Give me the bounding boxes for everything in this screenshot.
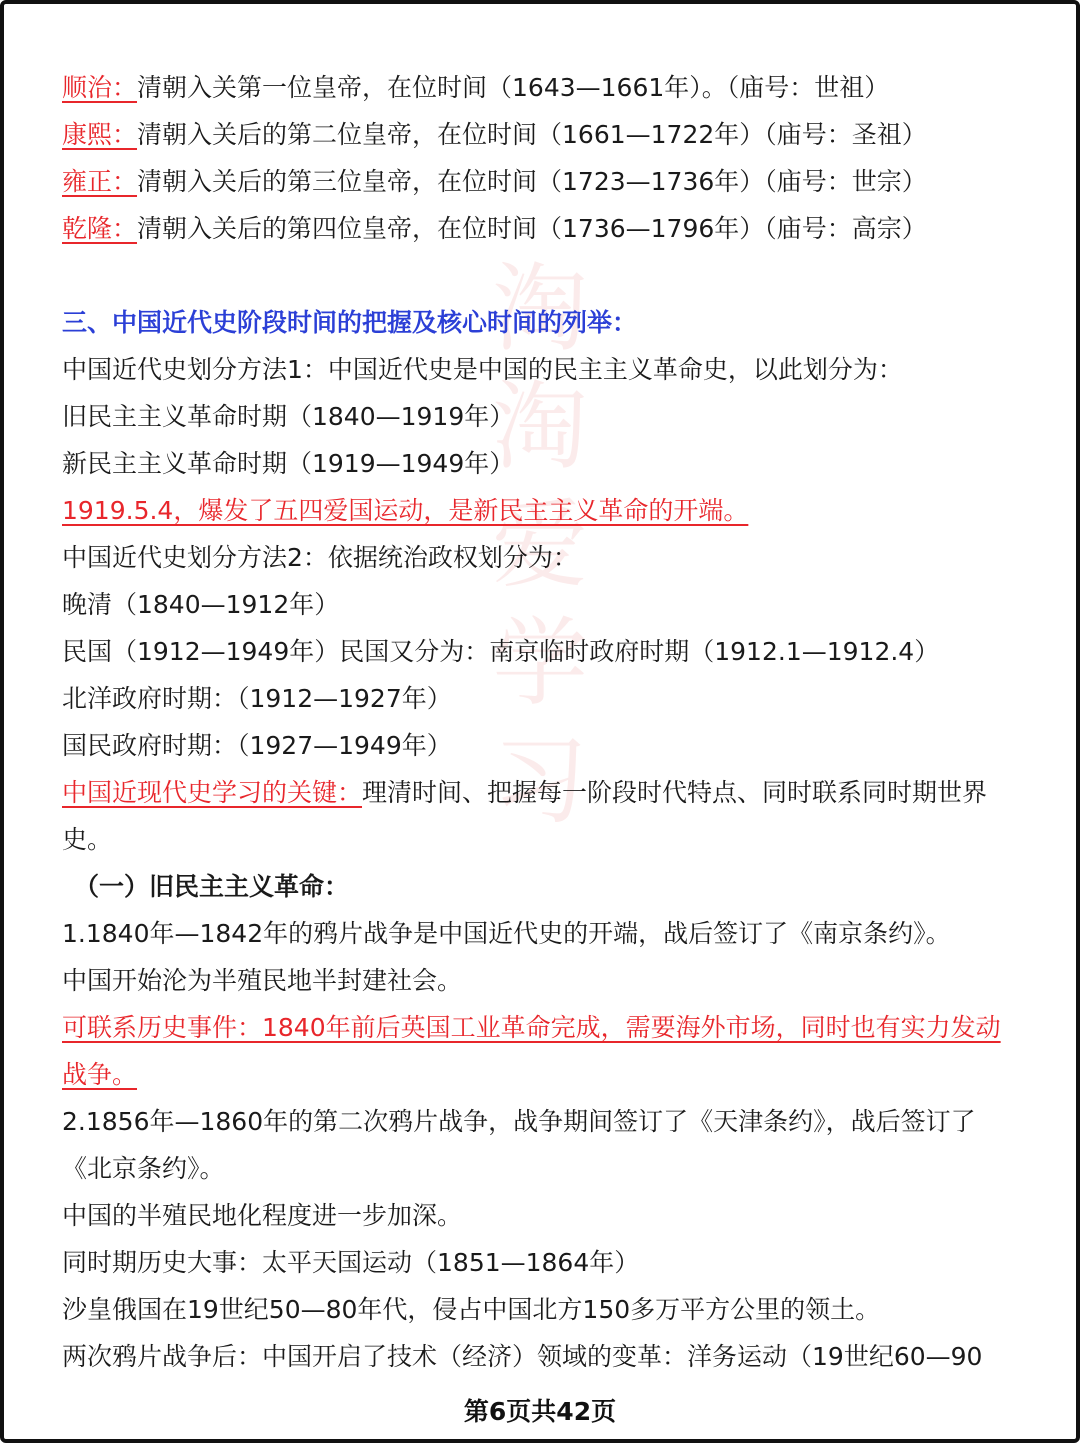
paragraph: 中国的半殖民地化程度进一步加深。	[62, 1201, 463, 1230]
key-paragraph	[62, 769, 1022, 863]
key-text: 理清时间、把握每一阶段时代特点、同时联系同时期世界史。	[62, 778, 988, 854]
emperor-line	[62, 64, 1022, 111]
subsection-heading: （一）旧民主主义革命：	[74, 872, 350, 901]
paragraph: 两次鸦片战争后：中国开启了技术（经济）领域的变革：洋务运动（19世纪60—90	[62, 1342, 983, 1371]
paragraph: 中国近代史划分方法2：依据统治政权划分为：	[62, 543, 578, 572]
section-heading: 三、中国近代史阶段时间的把握及核心时间的列举：	[62, 308, 638, 337]
paragraph: 国民政府时期：（1927—1949年）	[62, 731, 452, 760]
highlight-text: 1919.5.4，爆发了五四爱国运动，是新民主主义革命的开端。	[62, 496, 749, 525]
spacer	[62, 252, 1022, 299]
emperor-name: 雍正：	[62, 167, 138, 196]
watermark-char: 淘	[492, 253, 588, 365]
watermark-char: 淘	[492, 371, 588, 483]
emperor-name: 乾隆：	[62, 214, 138, 243]
paragraph: 1.1840年—1842年的鸦片战争是中国近代史的开端，战后签订了《南京条约》。	[62, 919, 951, 948]
paragraph: 沙皇俄国在19世纪50—80年代，侵占中国北方150多万平方公里的领土。	[62, 1295, 881, 1324]
emperor-line	[62, 205, 1022, 252]
highlight-text: 可联系历史事件：1840年前后英国工业革命完成，需要海外市场，同时也有实力发动战争。	[62, 1013, 1001, 1089]
paragraph: 晚清（1840—1912年）	[62, 590, 340, 619]
paragraph: 新民主主义革命时期（1919—1949年）	[62, 449, 515, 478]
emperor-desc: 清朝入关后的第三位皇帝，在位时间（1723—1736年）（庙号：世宗）	[137, 167, 927, 196]
highlight-paragraph	[62, 1004, 1022, 1098]
watermark-char: 学	[492, 607, 588, 719]
page-number: 第6页共42页	[463, 1397, 617, 1426]
paragraph: 北洋政府时期：（1912—1927年）	[62, 684, 452, 713]
paragraph: 民国（1912—1949年）民国又分为：南京临时政府时期（1912.1—1912.4）	[62, 637, 940, 666]
emperor-line	[62, 158, 1022, 205]
paragraph: 中国开始沦为半殖民地半封建社会。	[62, 966, 463, 995]
emperor-line	[62, 111, 1022, 158]
emperor-name: 顺治：	[62, 73, 138, 102]
key-label: 中国近现代史学习的关键：	[62, 778, 363, 807]
emperor-desc: 清朝入关后的第四位皇帝，在位时间（1736—1796年）（庙号：高宗）	[137, 214, 927, 243]
paragraph: 中国近代史划分方法1：中国近代史是中国的民主主义革命史，以此划分为：	[62, 355, 903, 384]
paragraph: 同时期历史大事：太平天国运动（1851—1864年）	[62, 1248, 640, 1277]
paragraph: 2.1856年—1860年的第二次鸦片战争，战争期间签订了《天津条约》，战后签订了《北京条约》。	[62, 1107, 976, 1183]
watermark-char: 爱	[492, 489, 588, 601]
watermark-char: 习	[492, 725, 588, 837]
emperor-desc: 清朝入关后的第二位皇帝，在位时间（1661—1722年）（庙号：圣祖）	[137, 120, 927, 149]
emperor-desc: 清朝入关第一位皇帝，在位时间（1643—1661年）。（庙号：世祖）	[137, 73, 890, 102]
highlight-line	[62, 487, 1022, 534]
paragraph: 旧民主主义革命时期（1840—1919年）	[62, 402, 515, 431]
emperor-name: 康熙：	[62, 120, 138, 149]
document-body	[62, 64, 1022, 1380]
